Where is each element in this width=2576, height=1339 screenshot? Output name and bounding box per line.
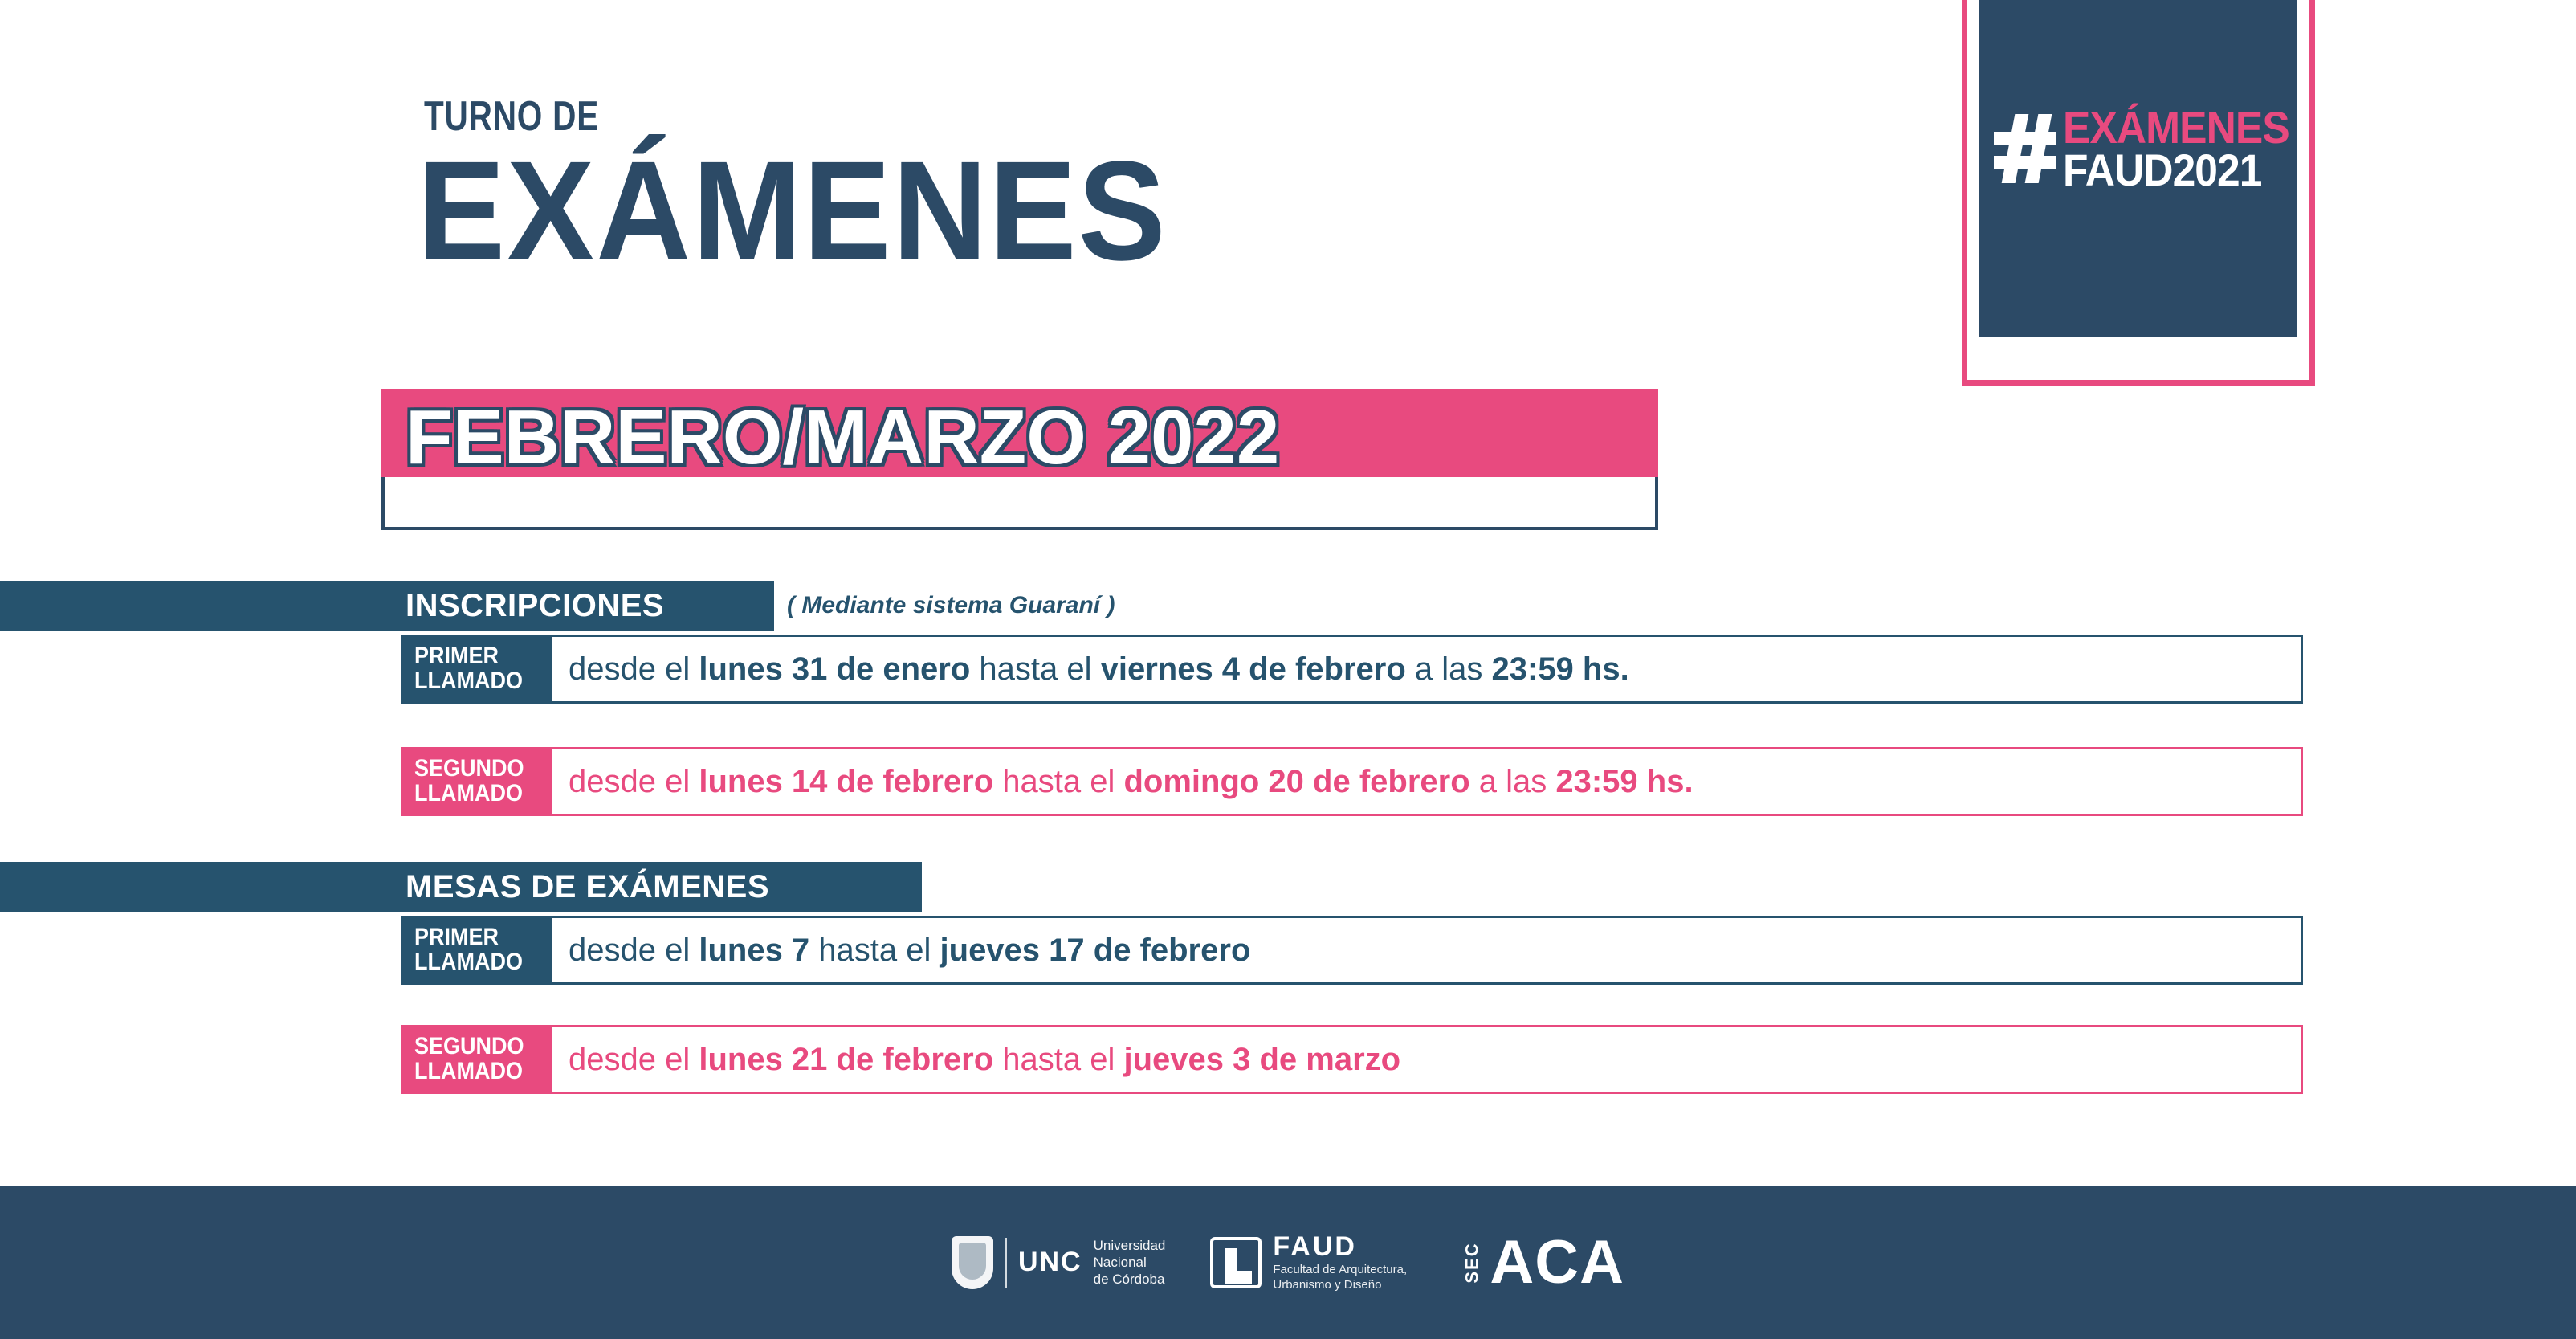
tag-line-2: LLAMADO: [414, 1058, 523, 1084]
row-text: [569, 1025, 1400, 1094]
page-title: [418, 133, 1168, 290]
text-bold-start: lunes 14 de febrero: [699, 763, 994, 799]
logo-unc: [952, 1236, 1165, 1289]
text-mid: hasta el: [993, 1041, 1124, 1077]
row-inscripciones-primer-llamado: [401, 635, 2303, 704]
text-pre: desde el: [569, 1041, 699, 1077]
text-bold-start: lunes 21 de febrero: [699, 1041, 994, 1077]
text-mid: hasta el: [970, 651, 1101, 687]
row-tag-segundo-llamado: [401, 1025, 552, 1094]
text-bold-end: domingo 20 de febrero: [1123, 763, 1470, 799]
row-text: [569, 747, 1694, 816]
text-bold-start: lunes 7: [699, 932, 810, 968]
row-mesas-segundo-llamado: [401, 1025, 2303, 1094]
seca-small-text: SEC: [1461, 1241, 1482, 1284]
text-mid: hasta el: [993, 763, 1124, 799]
page-title-text: EXÁMENES: [418, 133, 1168, 290]
badge-line-examenes: EXÁMENES: [2063, 101, 2289, 153]
unc-wordmark: UNC: [1017, 1247, 1082, 1277]
logo-faud: [1210, 1231, 1407, 1293]
tag-line-2: LLAMADO: [414, 780, 523, 806]
text-pre: desde el: [569, 932, 699, 968]
subtitle-text: FEBRERO/MARZO 2022: [406, 394, 1280, 480]
row-tag-segundo-llamado: [401, 747, 552, 816]
unc-line-2: Nacional: [1093, 1254, 1147, 1270]
row-tag-primer-llamado: [401, 635, 552, 704]
faud-line-2: Urbanismo y Diseño: [1273, 1278, 1382, 1292]
row-text: [569, 916, 1250, 985]
section-note-inscripciones: ( Mediante sistema Guaraní ): [787, 592, 1115, 618]
text-pre: desde el: [569, 763, 699, 799]
tag-line-2: LLAMADO: [414, 949, 523, 975]
exam-badge: [1962, 0, 2315, 386]
section-title: MESAS DE EXÁMENES: [406, 868, 770, 904]
unc-shield-icon: [952, 1236, 993, 1289]
footer-logos: [0, 1186, 2576, 1339]
tag-line-1: SEGUNDO: [414, 1033, 524, 1060]
text-mid: hasta el: [809, 932, 940, 968]
text-bold-end: jueves 3 de marzo: [1123, 1041, 1401, 1077]
section-header-mesas: [0, 862, 922, 912]
unc-fullname: [1094, 1237, 1166, 1288]
seca-big-text: ACA: [1490, 1228, 1625, 1296]
faud-text: [1273, 1231, 1407, 1293]
text-mid-2: a las: [1405, 651, 1492, 687]
section-header-inscripciones: [0, 581, 774, 631]
tag-line-1: PRIMER: [414, 924, 499, 951]
faud-glyph-icon: [1210, 1237, 1262, 1288]
faud-wordmark: FAUD: [1273, 1231, 1357, 1263]
section-title: INSCRIPCIONES: [406, 587, 665, 623]
logo-secaca: [1452, 1227, 1624, 1297]
text-bold-time: 23:59 hs.: [1555, 763, 1694, 799]
text-pre: desde el: [569, 651, 699, 687]
badge-box: [1979, 0, 2297, 337]
tag-line-1: PRIMER: [414, 643, 499, 670]
subtitle-underline: [381, 477, 1658, 530]
text-bold-start: lunes 31 de enero: [699, 651, 971, 687]
row-text: [569, 635, 1629, 704]
hash-icon: [1994, 114, 2056, 183]
text-bold-end: jueves 17 de febrero: [940, 932, 1251, 968]
faud-line-1: Facultad de Arquitectura,: [1273, 1263, 1408, 1277]
tag-line-2: LLAMADO: [414, 667, 523, 694]
unc-line-1: Universidad: [1093, 1237, 1166, 1253]
tag-line-1: SEGUNDO: [414, 755, 524, 782]
unc-line-3: de Córdoba: [1093, 1272, 1165, 1288]
divider: [1005, 1238, 1007, 1288]
row-inscripciones-segundo-llamado: [401, 747, 2303, 816]
badge-line-faud: FAUD2021: [2063, 145, 2262, 195]
badge-text: [2063, 101, 2309, 195]
text-bold-end: viernes 4 de febrero: [1100, 651, 1406, 687]
kicker-text: TURNO DE: [424, 93, 600, 140]
text-bold-time: 23:59 hs.: [1491, 651, 1629, 687]
row-mesas-primer-llamado: [401, 916, 2303, 985]
row-tag-primer-llamado: [401, 916, 552, 985]
text-mid-2: a las: [1469, 763, 1556, 799]
